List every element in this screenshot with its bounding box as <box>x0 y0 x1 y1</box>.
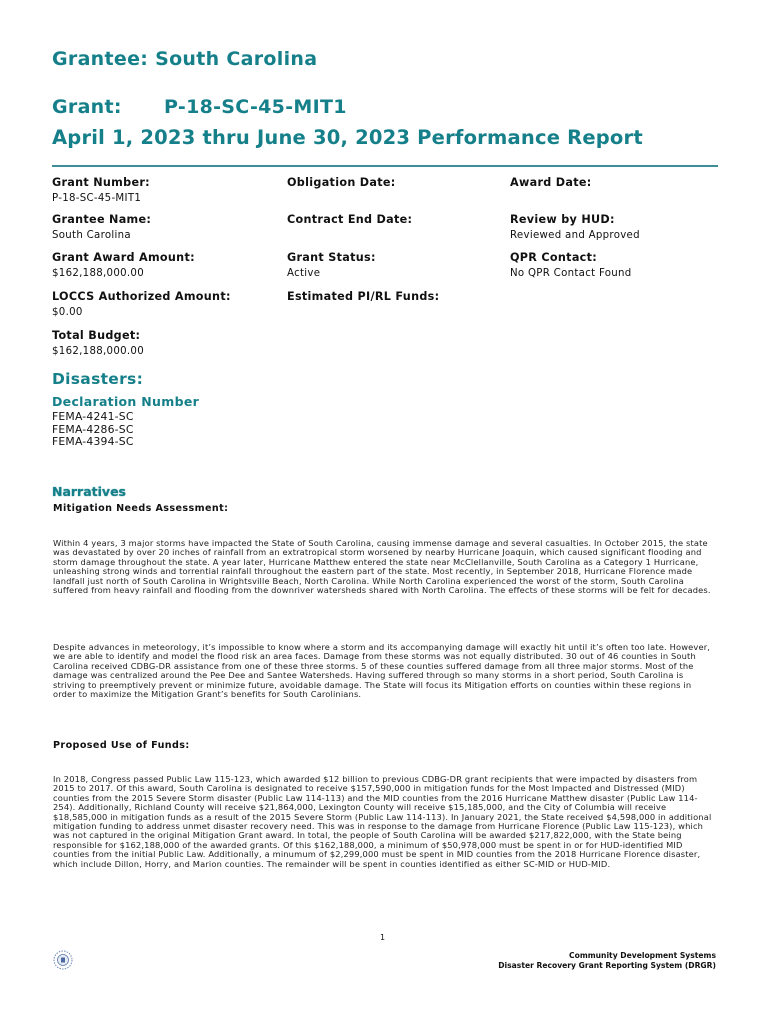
declaration-item: FEMA-4394-SC <box>52 435 134 448</box>
proposed-use-paragraph: In 2018, Congress passed Public Law 115-123, which awarded $12 billion to previous CDBG-DR grant recipients that were impacted by disasters from 2015 to 2017. Of this award, South Carolina is designated to receive $157,590,000 in mitigation funds for the Most Impacted and Distressed (MID) counties from the 2015 Severe Storm disaster (Public Law 114-113) and the MID counties from the 2016 Hurricane Matthew disaster (Public Law 114-254). Additionally, Richland County will receive $21,864,000, Lexington County will receive $15,185,000, and the City of Columbia will receive $18,585,000 in mitigation funds as a result of the 2015 Severe Storm (Public Law 114-113). In January 2021, the State received $4,598,000 in additional mitigation funding to address unmet disaster recovery need. This was in response to the damage from Hurricane Florence (Public Law 115-123), which was not captured in the original Mitigation Grant award. In total, the people of South Carolina will be awarded $217,822,000, with the State being responsible for $162,188,000 of the awarded grants. Of this $162,188,000, a minimum of $50,978,000 must be spent in or for HUD-identified MID counties from the initial Public Law. Additionally, a minumum of $2,299,000 must be spent in MID counties from the 2018 Hurricane Florence disaster, which include Dillon, Horry, and Marion counties. The remainder will be spent in counties identified as either SC-MID or HUD-MID. <box>53 774 712 869</box>
grant-number-label: Grant Number: <box>52 176 150 189</box>
mitigation-paragraph-2: Despite advances in meteorology, it’s impossible to know where a storm and its accompanying damage will exactly hit until it’s often too late. However, we are able to identify and model the flood risk an area faces. Damage from these storms was not equally distributed. 30 out of 46 counties in South Carolina received CDBG-DR assistance from one of these three storms. 5 of these counties suffered damage from all three major storms. Most of the damage was centralized around the Pee Dee and Santee Watersheds. Having suffered through so many storms in a short period, South Carolina is striving to preemptively prevent or minimize future, avoidable damage. The State will focus its Mitigation efforts on counties within these regions in order to maximize the Mitigation Grant’s benefits for South Carolinians. <box>53 642 711 700</box>
grantee-heading: Grantee: South Carolina <box>52 48 318 70</box>
qpr-contact-label: QPR Contact: <box>510 251 598 264</box>
footer-system-name: Community Development Systems <box>569 951 716 960</box>
grantee-name-value: South Carolina <box>52 230 131 241</box>
hud-seal-icon <box>53 950 73 970</box>
grant-award-amount-label: Grant Award Amount: <box>52 251 195 264</box>
loccs-authorized-amount-value: $0.00 <box>52 307 83 318</box>
grant-number-value: P-18-SC-45-MIT1 <box>52 193 142 204</box>
page-number: 1 <box>380 933 386 942</box>
footer-system-subtitle: Disaster Recovery Grant Reporting System (DRGR) <box>498 961 716 970</box>
grant-award-amount-value: $162,188,000.00 <box>52 268 144 279</box>
disasters-heading: Disasters: <box>52 370 144 388</box>
contract-end-date-label: Contract End Date: <box>287 213 413 226</box>
estimated-pi-rl-funds-label: Estimated PI/RL Funds: <box>287 290 440 303</box>
header-divider <box>52 165 718 167</box>
review-by-hud-label: Review by HUD: <box>510 213 615 226</box>
grantee-name-label: Grantee Name: <box>52 213 152 226</box>
grant-status-value: Active <box>287 268 321 279</box>
declaration-item: FEMA-4241-SC <box>52 410 134 423</box>
grant-label: Grant: <box>52 96 122 118</box>
qpr-contact-value: No QPR Contact Found <box>510 268 632 279</box>
declaration-item: FEMA-4286-SC <box>52 422 134 436</box>
obligation-date-label: Obligation Date: <box>287 176 396 189</box>
grant-heading <box>52 96 347 118</box>
narratives-heading: Narratives <box>52 484 126 499</box>
declaration-list <box>52 411 134 449</box>
total-budget-label: Total Budget: <box>52 329 141 342</box>
mitigation-needs-label: Mitigation Needs Assessment: <box>53 503 229 514</box>
grant-id: P-18-SC-45-MIT1 <box>164 96 347 118</box>
award-date-label: Award Date: <box>510 176 592 189</box>
grant-status-label: Grant Status: <box>287 251 376 264</box>
loccs-authorized-amount-label: LOCCS Authorized Amount: <box>52 290 231 303</box>
total-budget-value: $162,188,000.00 <box>52 346 144 357</box>
mitigation-paragraph-1: Within 4 years, 3 major storms have impacted the State of South Carolina, causing immense damage and several casualties. In October 2015, the state was devastated by over 20 inches of rainfall from an extratropical storm worsened by nearby Hurricane Joaquin, which caused significant flooding and storm damage throughout the state. A year later, Hurricane Matthew entered the state near McClellanville, South Carolina as a Category 1 Hurricane, unleashing strong winds and torrential rainfall throughout the eastern part of the state. Most recently, in September 2018, Hurricane Florence made landfall just north of South Carolina in Wrightsville Beach, North Carolina. While North Carolina experienced the worst of the storm, South Carolina suffered from heavy rainfall and flooding from the downriver watersheds shared with North Carolina. The effects of these storms will be felt for decades. <box>53 538 711 596</box>
review-by-hud-value: Reviewed and Approved <box>510 230 640 241</box>
report-title: April 1, 2023 thru June 30, 2023 Performance Report <box>52 126 643 149</box>
proposed-use-label: Proposed Use of Funds: <box>53 740 190 751</box>
declaration-number-header: Declaration Number <box>52 394 200 409</box>
